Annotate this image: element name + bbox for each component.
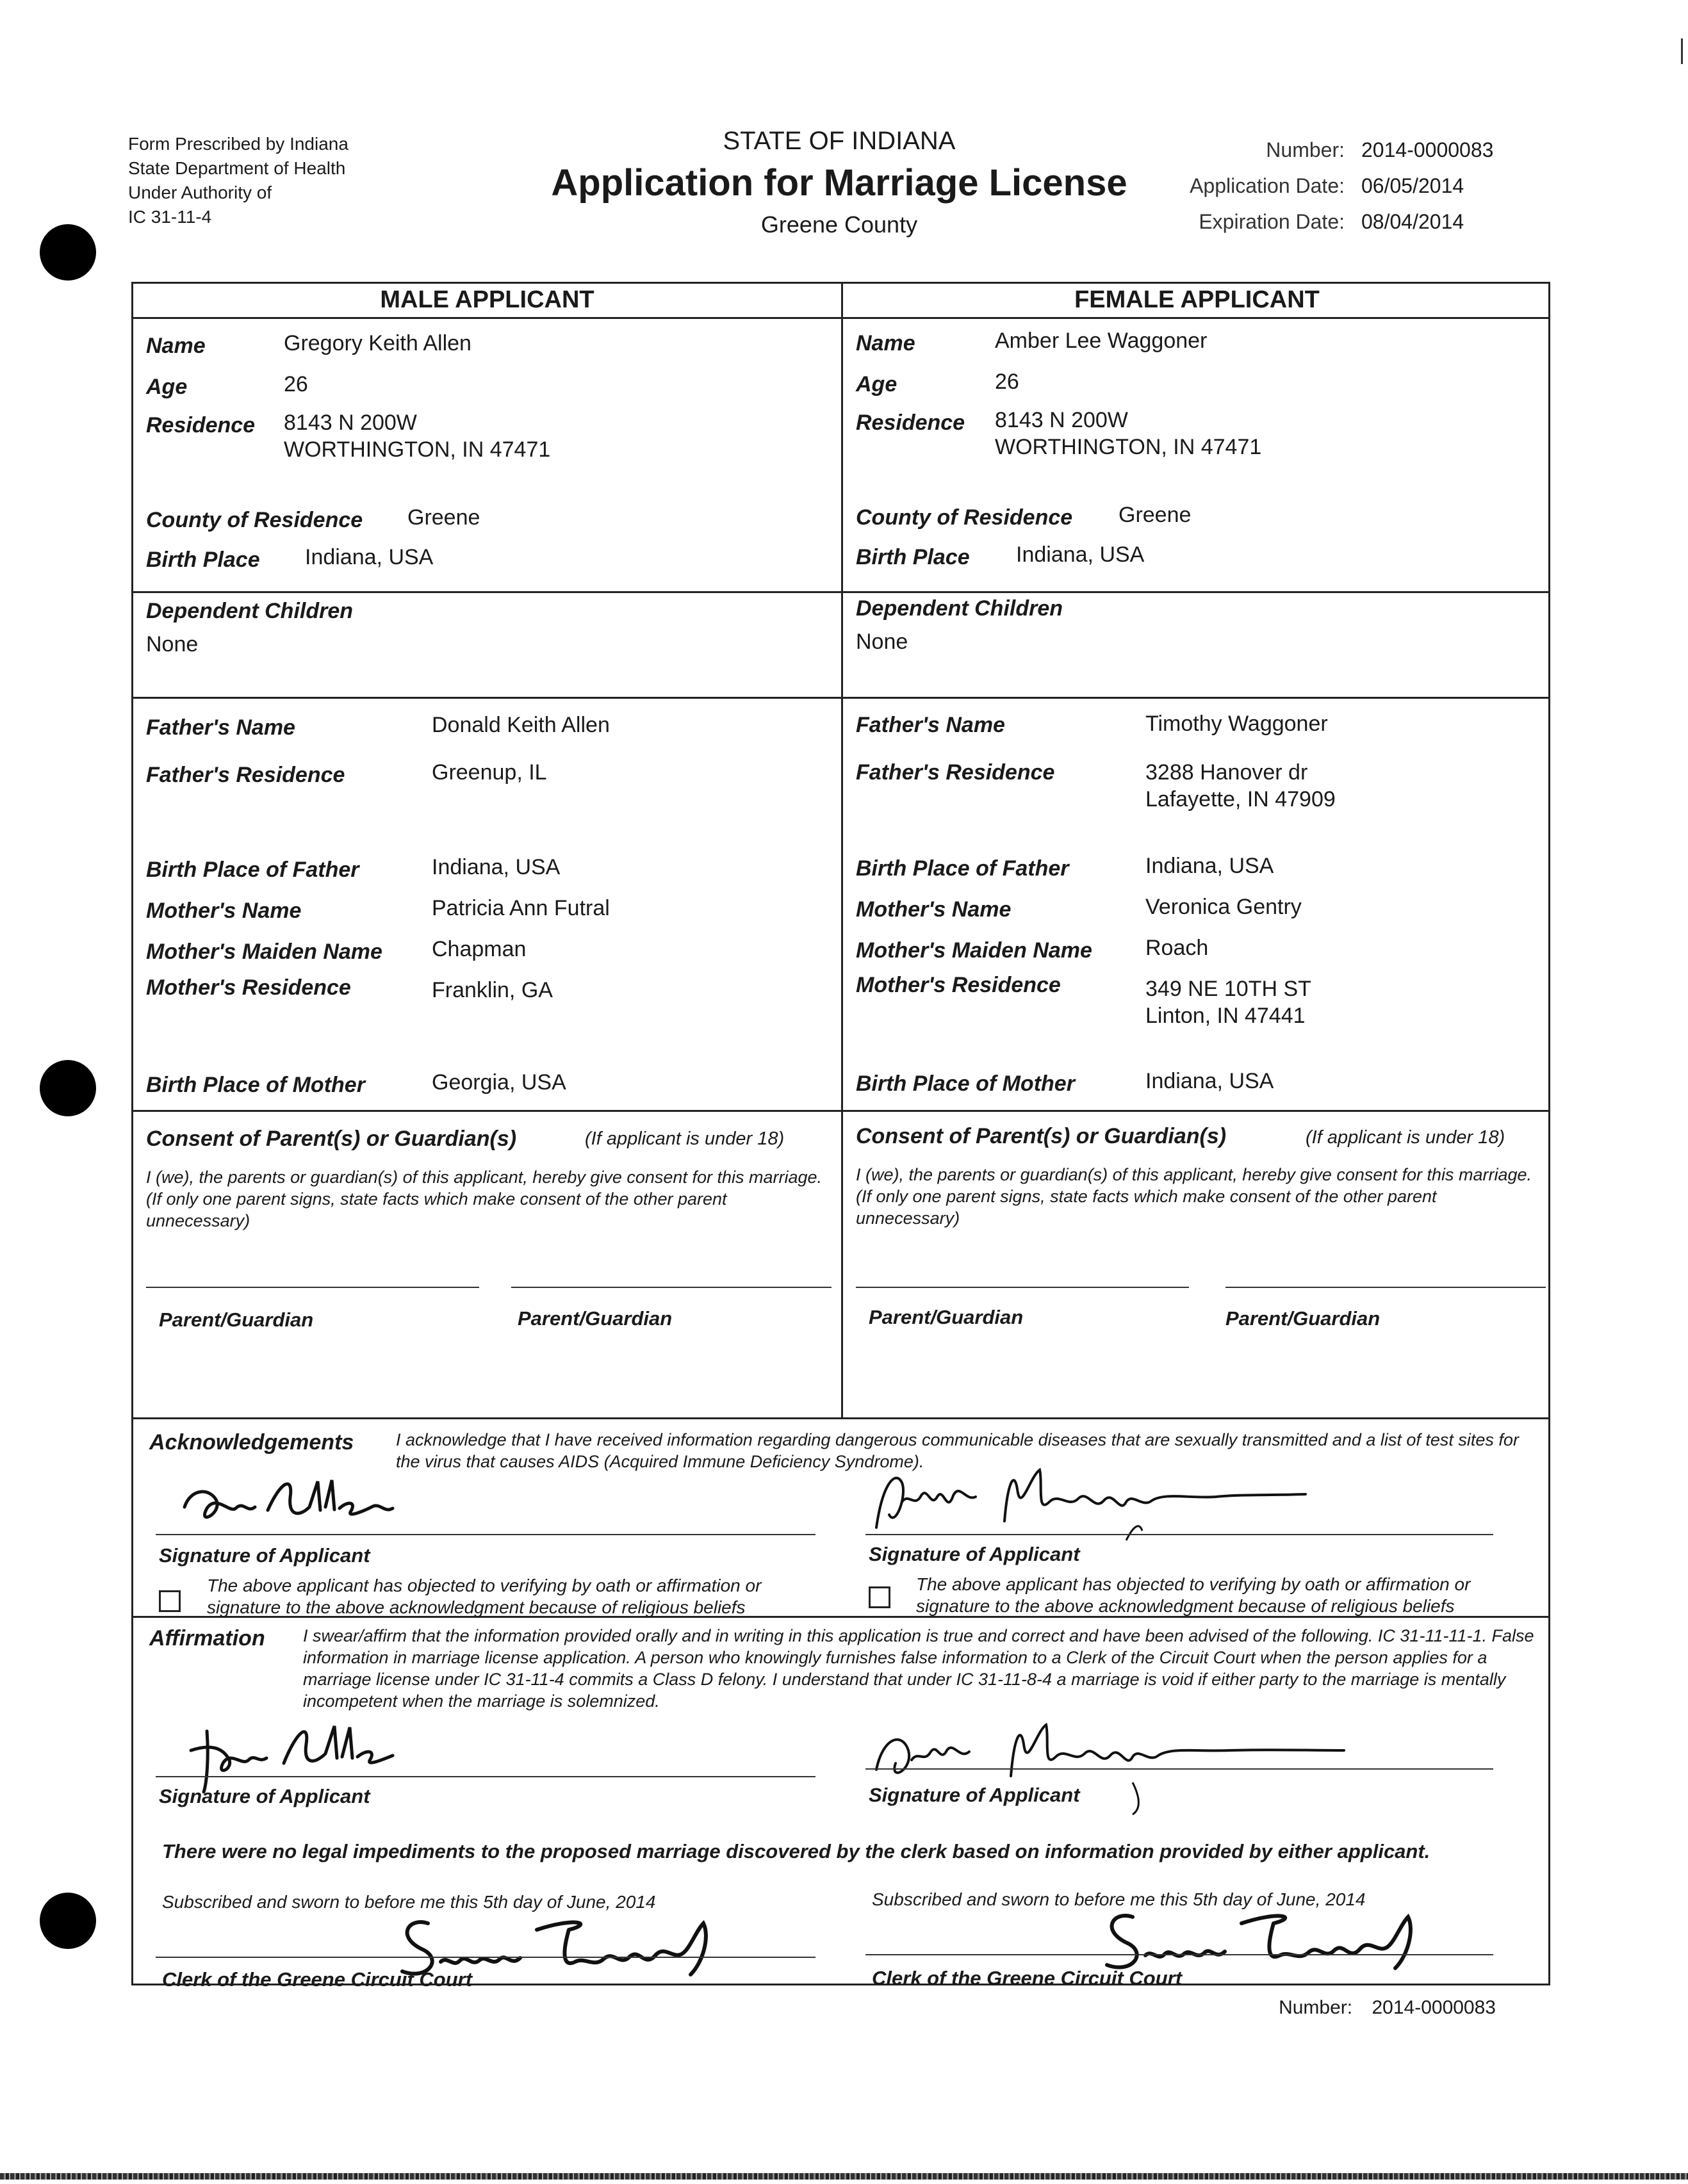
male-dependent-children: None: [146, 632, 199, 656]
name-label: Name: [856, 331, 915, 355]
county-subtitle: Greene County: [760, 211, 918, 238]
signature-of-applicant-label: Signature of Applicant: [159, 1785, 370, 1807]
mothers-maiden-label: Mother's Maiden Name: [146, 940, 382, 964]
signature-of-applicant-label: Signature of Applicant: [869, 1543, 1080, 1565]
footer-number: [1279, 1997, 1496, 2019]
religious-objection-checkbox[interactable]: [869, 1586, 890, 1608]
male-residence-line2: WORTHINGTON, IN 47471: [284, 437, 551, 462]
consent-note: (If applicant is under 18): [1306, 1127, 1505, 1148]
mothers-residence-label: Mother's Residence: [146, 975, 351, 1000]
female-mothers-residence-line1: 349 NE 10TH ST: [1145, 977, 1311, 1001]
religious-objection-checkbox[interactable]: [159, 1590, 181, 1612]
divider: [133, 1110, 1548, 1112]
consent-text: I (we), the parents or guardian(s) of this applicant, hereby give consent for this marriage. (If only one parent signs, state facts which make consent of the other parent unnecessary): [856, 1165, 1532, 1228]
divider: [133, 591, 1548, 593]
female-age: 26: [995, 370, 1019, 394]
male-residence-line1: 8143 N 200W: [284, 411, 417, 435]
dependent-children-label: Dependent Children: [856, 596, 1063, 621]
male-applicant-title: MALE APPLICANT: [380, 286, 594, 313]
form-note-line: Under Authority of: [128, 183, 272, 202]
male-affirmation-signature: [172, 1706, 505, 1795]
dependent-children-label: Dependent Children: [146, 599, 354, 623]
mothers-residence-label: Mother's Residence: [856, 973, 1061, 997]
punch-hole: [40, 224, 96, 281]
parent-guardian-signature-line: [511, 1287, 832, 1288]
form-note-line: State Department of Health: [128, 158, 346, 178]
fathers-name-label: Father's Name: [856, 713, 1005, 737]
application-date: 06/05/2014: [1361, 174, 1464, 197]
clerk-label: Clerk of the Greene Circuit Court: [162, 1968, 473, 1991]
app-date-label: Application Date:: [1190, 174, 1345, 197]
male-fathers-name: Donald Keith Allen: [432, 713, 610, 737]
scan-edge-artifact: [0, 2173, 1688, 2180]
mothers-name-label: Mother's Name: [146, 899, 302, 923]
female-name: Amber Lee Waggoner: [995, 329, 1208, 353]
parent-guardian-label: Parent/Guardian: [1225, 1307, 1381, 1330]
female-mothers-residence-line2: Linton, IN 47441: [1145, 1004, 1306, 1028]
no-impediments-statement: There were no legal impediments to the proposed marriage discovered by the clerk based on information provided by either applicant.: [162, 1840, 1430, 1862]
clerk-label: Clerk of the Greene Circuit Court: [872, 1967, 1183, 1989]
signature-of-applicant-label: Signature of Applicant: [869, 1784, 1080, 1806]
female-birth-place-father: Indiana, USA: [1145, 854, 1274, 878]
male-birth-place-father: Indiana, USA: [432, 855, 561, 879]
license-meta: [1190, 132, 1502, 240]
age-label: Age: [146, 375, 188, 399]
affirmation-text: I swear/affirm that the information provided orally and in writing in this application is true and correct and have been advised of the following. IC 31-11-11-1. False information in marriage license application. A person who knowingly furnishes false information to a Clerk of the Circuit Court when the person applies for a marriage license under IC 31-11-4 commits a Class D felony. I understand that under IC 31-11-8-4 a marriage is void if either party to the marriage is mentally incompetent when the marriage is solemnized.: [303, 1626, 1534, 1711]
objection-text: The above applicant has objected to verifying by oath or affirmation or signature to the above acknowledgment because of religious beliefs: [916, 1574, 1471, 1616]
subscribed-statement: Subscribed and sworn to before me this 5th day of June, 2014: [872, 1889, 1366, 1909]
parent-guardian-signature-line: [146, 1287, 479, 1288]
age-label: Age: [856, 372, 897, 396]
applicant-signature-line: [865, 1534, 1493, 1535]
consent-note: (If applicant is under 18): [585, 1129, 785, 1149]
female-acknowledgement-signature: [857, 1457, 1434, 1553]
affirmation-label: Affirmation: [149, 1626, 265, 1650]
male-fathers-residence: Greenup, IL: [432, 760, 547, 785]
number-label: Number:: [1266, 138, 1345, 161]
male-mothers-name: Patricia Ann Futral: [432, 896, 610, 920]
acknowledgement-text: I acknowledge that I have received information regarding dangerous communicable diseases that are sexually transmitted and a list of test sites for the virus that causes AIDS (Acquired Immune Deficiency Syndrome).: [396, 1430, 1519, 1471]
parent-guardian-signature-line: [856, 1287, 1189, 1288]
application-form: [131, 282, 1550, 1991]
license-number: 2014-0000083: [1361, 138, 1494, 161]
punch-hole: [40, 1060, 96, 1116]
parent-guardian-label: Parent/Guardian: [159, 1308, 314, 1331]
name-label: Name: [146, 334, 206, 358]
signature-of-applicant-label: Signature of Applicant: [159, 1544, 370, 1567]
male-mothers-maiden: Chapman: [432, 937, 527, 961]
acknowledgements-label: Acknowledgements: [149, 1430, 354, 1455]
consent-label: Consent of Parent(s) or Guardian(s): [856, 1124, 1227, 1148]
scan-mark: [1681, 38, 1683, 64]
form-note-line: Form Prescribed by Indiana: [128, 134, 348, 154]
subscribed-statement: Subscribed and sworn to before me this 5th day of June, 2014: [162, 1892, 656, 1912]
exp-date-label: Expiration Date:: [1199, 210, 1345, 233]
residence-label: Residence: [856, 411, 965, 435]
form-note-line: IC 31-11-4: [128, 207, 212, 227]
form-prescribed-note: [128, 132, 348, 229]
female-dependent-children: None: [856, 630, 908, 654]
male-mothers-residence: Franklin, GA: [432, 978, 553, 1002]
female-residence-line2: WORTHINGTON, IN 47471: [995, 435, 1262, 459]
female-fathers-residence-line2: Lafayette, IN 47909: [1145, 787, 1336, 811]
parent-guardian-signature-line: [1225, 1287, 1546, 1288]
birth-place-mother-label: Birth Place of Mother: [856, 1072, 1075, 1096]
mothers-maiden-label: Mother's Maiden Name: [856, 938, 1092, 963]
female-birth-place-mother: Indiana, USA: [1145, 1069, 1274, 1093]
birth-place-father-label: Birth Place of Father: [856, 856, 1069, 881]
applicant-signature-line: [865, 1768, 1493, 1770]
birth-place-father-label: Birth Place of Father: [146, 858, 359, 882]
birth-place-label: Birth Place: [856, 545, 970, 569]
male-birth-place: Indiana, USA: [305, 545, 434, 569]
mothers-name-label: Mother's Name: [856, 897, 1012, 922]
applicant-signature-line: [156, 1776, 815, 1777]
male-acknowledgement-signature: [172, 1462, 505, 1539]
birth-place-mother-label: Birth Place of Mother: [146, 1073, 365, 1097]
fathers-residence-label: Father's Residence: [146, 763, 345, 787]
consent-text: I (we), the parents or guardian(s) of this applicant, hereby give consent for this marriage. (If only one parent signs, state facts which make consent of the other parent unnecessary): [146, 1168, 823, 1230]
male-age: 26: [284, 372, 308, 396]
female-fathers-name: Timothy Waggoner: [1145, 712, 1328, 736]
expiration-date: 08/04/2014: [1361, 210, 1464, 233]
footer-number-label: Number:: [1279, 1997, 1353, 2018]
applicant-signature-line: [156, 1534, 815, 1535]
page-title: Application for Marriage License: [551, 162, 1127, 204]
fathers-name-label: Father's Name: [146, 715, 295, 740]
divider: [133, 1417, 1548, 1419]
county-of-residence-label: County of Residence: [856, 505, 1073, 530]
male-birth-place-mother: Georgia, USA: [432, 1070, 566, 1095]
female-county: Greene: [1119, 503, 1192, 527]
column-divider: [841, 284, 843, 1417]
residence-label: Residence: [146, 413, 256, 437]
fathers-residence-label: Father's Residence: [856, 760, 1055, 785]
state-title: STATE OF INDIANA: [723, 127, 956, 155]
female-fathers-residence-line1: 3288 Hanover dr: [1145, 760, 1308, 785]
birth-place-label: Birth Place: [146, 548, 260, 572]
male-county: Greene: [407, 505, 480, 530]
parent-guardian-label: Parent/Guardian: [869, 1306, 1024, 1328]
clerk-signature-line: [156, 1957, 815, 1958]
female-mothers-maiden: Roach: [1145, 936, 1209, 960]
female-birth-place: Indiana, USA: [1016, 542, 1145, 567]
clerk-signature-line: [865, 1954, 1493, 1955]
divider: [133, 697, 1548, 699]
consent-label: Consent of Parent(s) or Guardian(s): [146, 1127, 517, 1151]
female-mothers-name: Veronica Gentry: [1145, 895, 1302, 919]
female-applicant-title: FEMALE APPLICANT: [1074, 286, 1320, 313]
footer-number-value: 2014-0000083: [1372, 1997, 1496, 2018]
punch-hole: [40, 1893, 96, 1949]
county-of-residence-label: County of Residence: [146, 508, 363, 532]
objection-text: The above applicant has objected to verifying by oath or affirmation or signature to the above acknowledgment because of religious beliefs: [207, 1576, 762, 1617]
female-residence-line1: 8143 N 200W: [995, 408, 1128, 432]
male-name: Gregory Keith Allen: [284, 331, 471, 355]
parent-guardian-label: Parent/Guardian: [518, 1307, 673, 1330]
